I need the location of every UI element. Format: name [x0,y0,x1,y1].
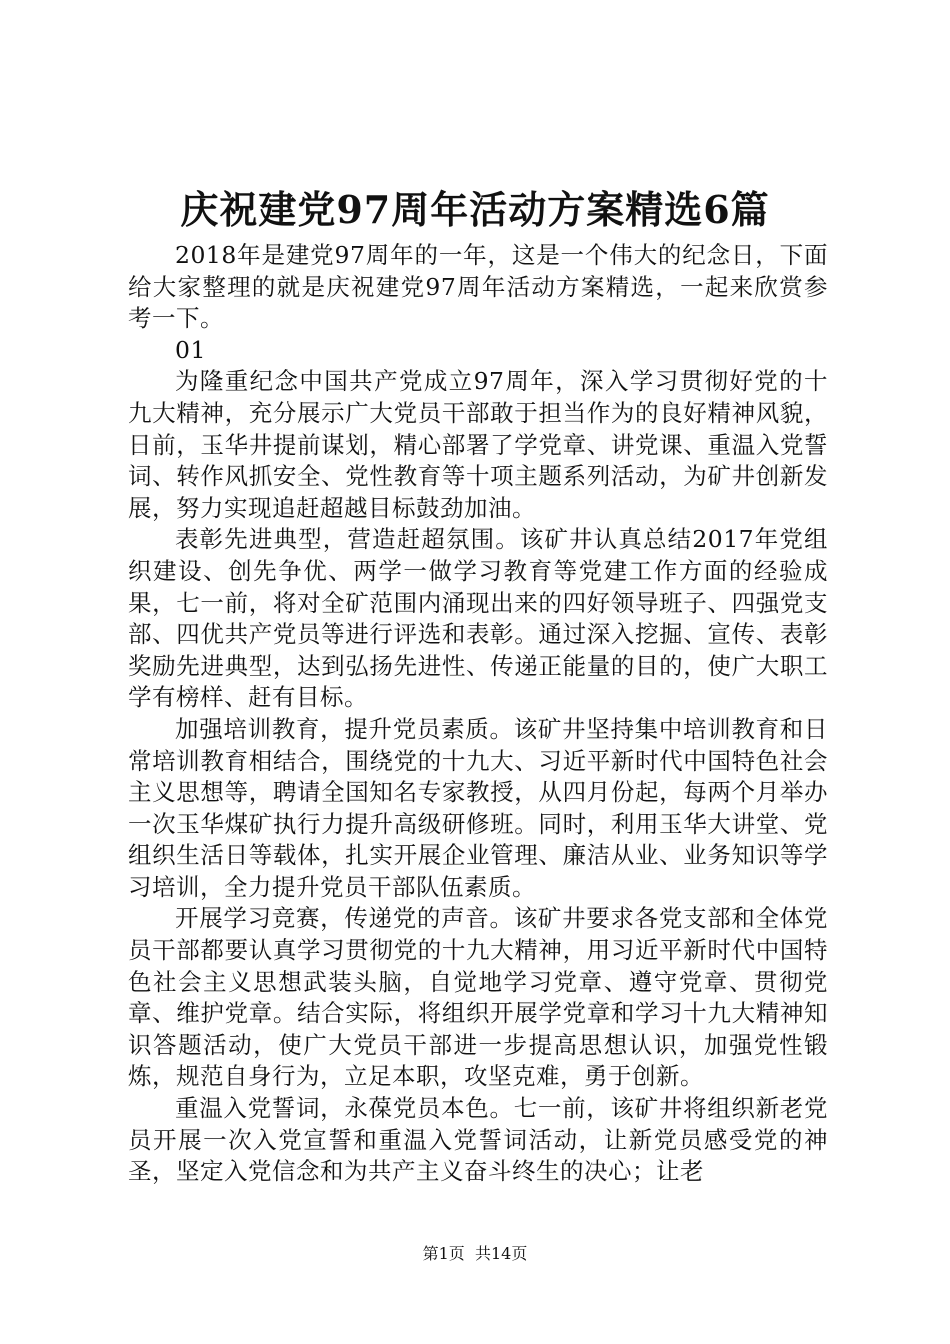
section-number: 01 [175,335,206,364]
paragraph: 为隆重纪念中国共产党成立97周年，深入学习贯彻好党的十九大精神，充分展示广大党员干部敢于担当作为的良好精神风貌，日前，玉华井提前谋划，精心部署了学党章、讲党课、重温入党誓词、转作风抓安全、党性教育等十项主题系列活动，为矿井创新发展，努力实现追赶超越目标鼓劲加油。 [128,367,828,522]
document-body [128,240,828,1188]
paragraph: 开展学习竞赛，传递党的声音。该矿井要求各党支部和全体党员干部都要认真学习贯彻党的十九大精神，用习近平新时代中国特色社会主义思想武装头脑，自觉地学习党章、遵守党章、贯彻党章、维护党章。结合实际，将组织开展学党章和学习十九大精神知识答题活动，使广大党员干部进一步提高思想认识，加强党性锻炼，规范自身行为，立足本职，攻坚克难，勇于创新。 [128,904,828,1091]
page-number: 第1页 [422,1244,465,1263]
document-title: 庆祝建党97周年活动方案精选6篇 [180,187,770,232]
page-footer [0,1243,950,1265]
page-total: 共14页 [474,1244,528,1263]
paragraph: 加强培训教育，提升党员素质。该矿井坚持集中培训教育和日常培训教育相结合，围绕党的十九大、习近平新时代中国特色社会主义思想等，聘请全国知名专家教授，从四月份起，每两个月举办一次玉华煤矿执行力提升高级研修班。同时，利用玉华大讲堂、党组织生活日等载体，扎实开展企业管理、廉洁从业、业务知识等学习培训，全力提升党员干部队伍素质。 [128,714,828,901]
paragraph: 表彰先进典型，营造赶超氛围。该矿井认真总结2017年党组织建设、创先争优、两学一做学习教育等党建工作方面的经验成果，七一前，将对全矿范围内涌现出来的四好领导班子、四强党支部、四优共产党员等进行评选和表彰。通过深入挖掘、宣传、表彰奖励先进典型，达到弘扬先进性、传递正能量的目的，使广大职工学有榜样、赶有目标。 [128,525,828,712]
paragraph-intro: 2018年是建党97周年的一年，这是一个伟大的纪念日，下面给大家整理的就是庆祝建党97周年活动方案精选，一起来欣赏参考一下。 [128,241,828,333]
paragraph: 重温入党誓词，永葆党员本色。七一前，该矿井将组织新老党员开展一次入党宣誓和重温入党誓词活动，让新党员感受党的神圣，坚定入党信念和为共产主义奋斗终生的决心；让老 [128,1094,828,1186]
